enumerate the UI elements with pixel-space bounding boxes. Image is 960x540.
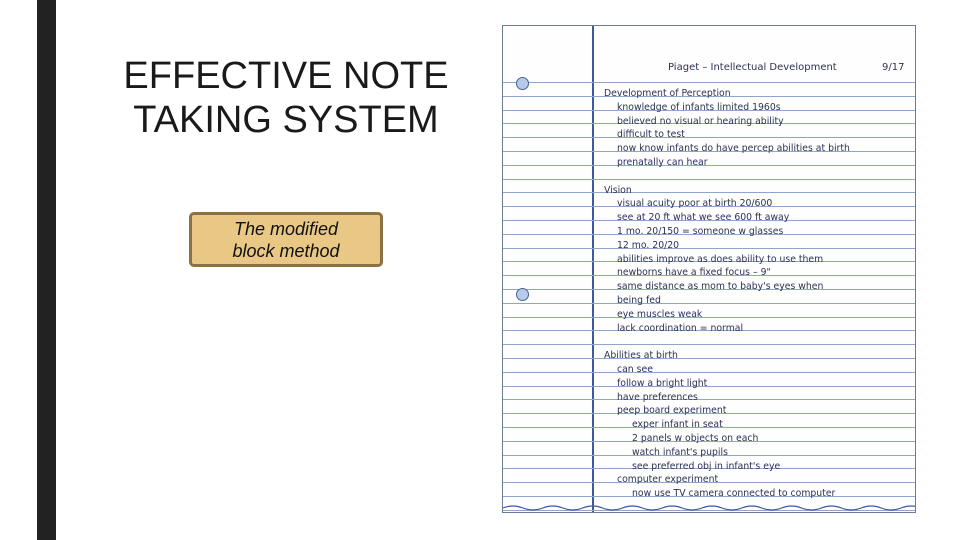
note-line: see at 20 ft what we see 600 ft away — [617, 212, 790, 223]
slide-title-line-1: EFFECTIVE NOTE — [123, 55, 449, 97]
ruled-line — [503, 248, 915, 249]
note-line: difficult to test — [617, 129, 685, 140]
ruled-line — [503, 179, 915, 180]
ruled-line — [503, 358, 915, 359]
note-line: knowledge of infants limited 1960s — [617, 102, 781, 113]
notes-date: 9/17 — [882, 62, 905, 73]
note-line: 1 mo. 20/150 = someone w glasses — [617, 226, 784, 237]
note-line: can see — [617, 364, 653, 375]
ruled-line — [503, 399, 915, 400]
slide-title-line-2: TAKING SYSTEM — [133, 99, 439, 141]
note-line: same distance as mom to baby's eyes when — [617, 281, 824, 292]
binder-hole-icon — [516, 288, 529, 301]
note-line: 12 mo. 20/20 — [617, 240, 680, 251]
note-line: being fed — [617, 295, 661, 306]
left-accent-bar — [37, 0, 56, 540]
note-line: computer experiment — [617, 474, 719, 485]
note-line: watch infant's pupils — [632, 447, 728, 458]
note-line: eye muscles weak — [617, 309, 703, 320]
ruled-line — [503, 344, 915, 345]
notebook-page-image — [502, 25, 916, 513]
method-label-line-2: block method — [232, 240, 340, 261]
ruled-line — [503, 386, 915, 387]
method-label-box — [189, 212, 383, 267]
ruled-line — [503, 372, 915, 373]
note-line: abilities improve as does ability to use them — [617, 254, 824, 265]
note-line: newborns have a fixed focus – 9" — [617, 267, 771, 278]
ruled-line — [503, 165, 915, 166]
note-line: follow a bright light — [617, 378, 708, 389]
torn-edge-icon — [503, 504, 915, 512]
method-label-line-1: The modified — [233, 218, 339, 239]
note-line: now use TV camera connected to computer — [632, 488, 836, 499]
note-line: 2 panels w objects on each — [632, 433, 759, 444]
notes-topic: Piaget – Intellectual Development — [668, 62, 837, 73]
notebook-margin-line — [592, 26, 594, 512]
ruled-line — [503, 82, 915, 83]
note-line: have preferences — [617, 392, 698, 403]
ruled-line — [503, 317, 915, 318]
note-heading: Abilities at birth — [604, 350, 678, 361]
note-heading: Development of Perception — [604, 88, 731, 99]
note-line: peep board experiment — [617, 405, 727, 416]
binder-hole-icon — [516, 77, 529, 90]
note-line: now know infants do have percep abilities at birth — [617, 143, 850, 154]
ruled-line — [503, 137, 915, 138]
note-heading: Vision — [604, 185, 632, 196]
note-line: exper infant in seat — [632, 419, 723, 430]
note-line: see preferred obj in infant's eye — [632, 461, 781, 472]
note-line: visual acuity poor at birth 20/600 — [617, 198, 773, 209]
ruled-line — [503, 303, 915, 304]
note-line: prenatally can hear — [617, 157, 708, 168]
ruled-line — [503, 192, 915, 193]
slide-title — [96, 54, 476, 142]
note-line: believed no visual or hearing ability — [617, 116, 784, 127]
note-line: lack coordination = normal — [617, 323, 744, 334]
